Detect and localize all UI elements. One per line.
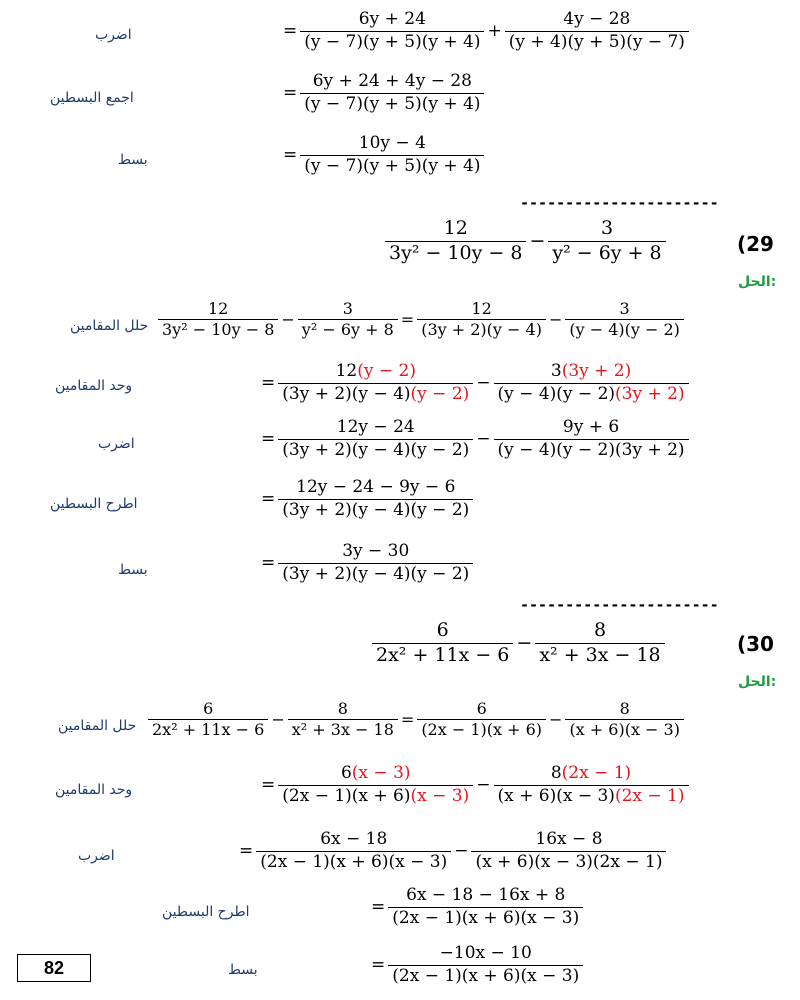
numerator: 12 xyxy=(443,217,468,239)
equation-30-multiply xyxy=(236,830,666,872)
minus-sign: − xyxy=(476,429,491,450)
equals-sign: = xyxy=(283,21,298,42)
equation-29-multiply xyxy=(258,418,689,460)
minus-sign: − xyxy=(476,775,491,796)
denominator: 3y² − 10y − 8 xyxy=(158,319,278,339)
minus-sign: − xyxy=(516,632,533,655)
problem-30-expression xyxy=(372,620,665,667)
denominator: (2x − 1)(x + 6)(x − 3) xyxy=(388,907,583,929)
denominator: (x + 6)(x − 3)(2x − 1) xyxy=(471,851,666,873)
equals-sign: = xyxy=(283,145,298,166)
numerator: 12(y − 2) xyxy=(335,361,416,381)
denominator: (y − 7)(y + 5)(y + 4) xyxy=(300,93,484,115)
equals-sign: = xyxy=(261,489,276,510)
equation-30-subtract xyxy=(368,886,583,928)
denominator: (x + 6)(x − 3)(2x − 1) xyxy=(494,785,689,807)
fraction xyxy=(158,300,278,340)
step-label-simplify: بسط xyxy=(118,562,148,578)
numerator: 6(x − 3) xyxy=(340,763,411,783)
fraction xyxy=(565,300,684,340)
denominator: 2x² + 11x − 6 xyxy=(148,719,268,739)
fraction xyxy=(278,478,473,520)
fraction xyxy=(278,542,473,584)
equals-sign: = xyxy=(261,553,276,574)
numerator: 6x − 18 xyxy=(320,829,388,849)
denominator: (y − 4)(y − 2)(3y + 2) xyxy=(494,439,689,461)
equation-30-simplify xyxy=(368,944,583,986)
numerator: 8 xyxy=(337,699,348,718)
minus-sign: − xyxy=(529,230,546,253)
denominator: (3y + 2)(y − 4) xyxy=(417,319,546,339)
fraction xyxy=(278,764,473,806)
section-divider: ---------------------- xyxy=(520,596,719,614)
denominator: x² + 3x − 18 xyxy=(535,643,664,667)
fraction xyxy=(372,620,513,667)
fraction xyxy=(288,700,398,740)
page-number: 82 xyxy=(17,954,91,982)
fraction xyxy=(278,362,473,404)
fraction xyxy=(388,886,583,928)
numerator: 9y + 6 xyxy=(562,417,620,437)
fraction xyxy=(148,700,268,740)
minus-sign: − xyxy=(548,310,563,330)
denominator: (2x − 1)(x + 6)(x − 3) xyxy=(388,965,583,987)
numerator: 12y − 24 xyxy=(336,417,415,437)
numerator: 8(2x − 1) xyxy=(550,763,632,783)
equals-sign: = xyxy=(261,775,276,796)
minus-sign: − xyxy=(549,710,563,730)
plus-sign: + xyxy=(487,21,502,42)
denominator: (y − 7)(y + 5)(y + 4) xyxy=(300,31,484,53)
numerator: 8 xyxy=(593,619,607,641)
equals-sign: = xyxy=(371,897,386,918)
denominator: (2x − 1)(x + 6) xyxy=(417,719,546,739)
step-label-simplify: بسط xyxy=(118,152,148,168)
denominator: (y − 4)(y − 2) xyxy=(565,319,684,339)
numerator: 3(3y + 2) xyxy=(550,361,632,381)
denominator: (y − 7)(y + 5)(y + 4) xyxy=(300,155,484,177)
step-label-unify: وحد المقامين xyxy=(55,378,133,394)
numerator: 6y + 24 + 4y − 28 xyxy=(312,71,472,91)
denominator: (x + 6)(x − 3) xyxy=(565,719,684,739)
fraction xyxy=(300,72,484,114)
denominator: x² + 3x − 18 xyxy=(288,719,398,739)
problem-number-29: (29 xyxy=(737,232,774,256)
equals-sign: = xyxy=(239,841,254,862)
step-label-subtract: اطرح البسطين xyxy=(162,904,250,920)
fraction xyxy=(385,218,526,265)
step-label-multiply: اضرب xyxy=(95,27,132,43)
equation-30-factor xyxy=(148,700,684,740)
step-label-factor: حلل المقامين xyxy=(70,318,149,334)
fraction xyxy=(298,300,398,340)
minus-sign: − xyxy=(476,373,491,394)
numerator: 3y − 30 xyxy=(342,541,410,561)
numerator: −10x − 10 xyxy=(439,943,532,963)
equals-sign: = xyxy=(283,83,298,104)
step-label-multiply: اضرب xyxy=(98,436,135,452)
numerator: 12 xyxy=(208,299,229,318)
minus-sign: − xyxy=(271,710,285,730)
fraction xyxy=(300,134,484,176)
minus-sign: − xyxy=(454,841,469,862)
problem-number-30: (30 xyxy=(737,632,774,656)
section-divider: ---------------------- xyxy=(520,194,719,212)
numerator: 10y − 4 xyxy=(358,133,426,153)
fraction xyxy=(417,300,546,340)
equation-top-simplify xyxy=(280,134,484,176)
numerator: 6 xyxy=(436,619,449,641)
numerator: 16x − 8 xyxy=(535,829,603,849)
equation-29-factor xyxy=(158,300,684,340)
equation-top-add xyxy=(280,72,484,114)
denominator: (3y + 2)(y − 4)(y − 2) xyxy=(278,563,473,585)
equation-top-multiply xyxy=(280,10,689,52)
denominator: (2x − 1)(x + 6)(x − 3) xyxy=(256,851,451,873)
fraction xyxy=(388,944,583,986)
numerator: 8 xyxy=(619,699,630,718)
denominator: (y + 4)(y + 5)(y − 7) xyxy=(505,31,689,53)
numerator: 6 xyxy=(203,699,214,718)
step-label-unify: وحد المقامين xyxy=(55,782,133,798)
step-label-multiply: اضرب xyxy=(78,848,115,864)
denominator: (3y + 2)(y − 4)(y − 2) xyxy=(278,439,473,461)
solution-heading-30: الحل: xyxy=(738,674,777,690)
solution-heading-29: الحل: xyxy=(738,274,777,290)
numerator: 3 xyxy=(600,217,614,239)
numerator: 12y − 24 − 9y − 6 xyxy=(296,477,456,497)
denominator: (y − 4)(y − 2)(3y + 2) xyxy=(494,383,689,405)
fraction xyxy=(548,218,665,265)
numerator: 6x − 18 − 16x + 8 xyxy=(406,885,566,905)
equals-sign: = xyxy=(371,955,386,976)
denominator: (3y + 2)(y − 4)(y − 2) xyxy=(278,499,473,521)
denominator: (2x − 1)(x + 6)(x − 3) xyxy=(278,785,473,807)
denominator: 2x² + 11x − 6 xyxy=(372,643,513,667)
fraction xyxy=(505,10,689,52)
numerator: 6y + 24 xyxy=(358,9,426,29)
denominator: y² − 6y + 8 xyxy=(548,241,665,265)
equals-sign: = xyxy=(400,710,415,730)
equation-29-simplify xyxy=(258,542,473,584)
denominator: 3y² − 10y − 8 xyxy=(385,241,526,265)
fraction xyxy=(256,830,451,872)
numerator: 3 xyxy=(619,299,630,318)
equals-sign: = xyxy=(261,373,276,394)
fraction xyxy=(494,764,689,806)
fraction xyxy=(535,620,664,667)
fraction xyxy=(494,418,689,460)
equation-30-unify xyxy=(258,764,689,806)
step-label-add-numerators: اجمع البسطين xyxy=(50,90,134,106)
fraction xyxy=(471,830,666,872)
step-label-simplify: بسط xyxy=(228,962,258,978)
step-label-factor: حلل المقامين xyxy=(58,718,137,734)
denominator: y² − 6y + 8 xyxy=(298,319,398,339)
problem-29-expression xyxy=(385,218,666,265)
numerator: 6 xyxy=(476,699,487,718)
numerator: 3 xyxy=(342,299,353,318)
equals-sign: = xyxy=(261,429,276,450)
fraction xyxy=(300,10,484,52)
numerator: 4y − 28 xyxy=(563,9,631,29)
equation-29-unify xyxy=(258,362,689,404)
equals-sign: = xyxy=(400,310,415,330)
equation-29-subtract xyxy=(258,478,473,520)
step-label-subtract: اطرح البسطين xyxy=(50,496,138,512)
numerator: 12 xyxy=(471,299,492,318)
fraction xyxy=(565,700,684,740)
fraction xyxy=(278,418,473,460)
fraction xyxy=(494,362,689,404)
denominator: (3y + 2)(y − 4)(y − 2) xyxy=(278,383,473,405)
fraction xyxy=(417,700,546,740)
minus-sign: − xyxy=(281,310,295,330)
